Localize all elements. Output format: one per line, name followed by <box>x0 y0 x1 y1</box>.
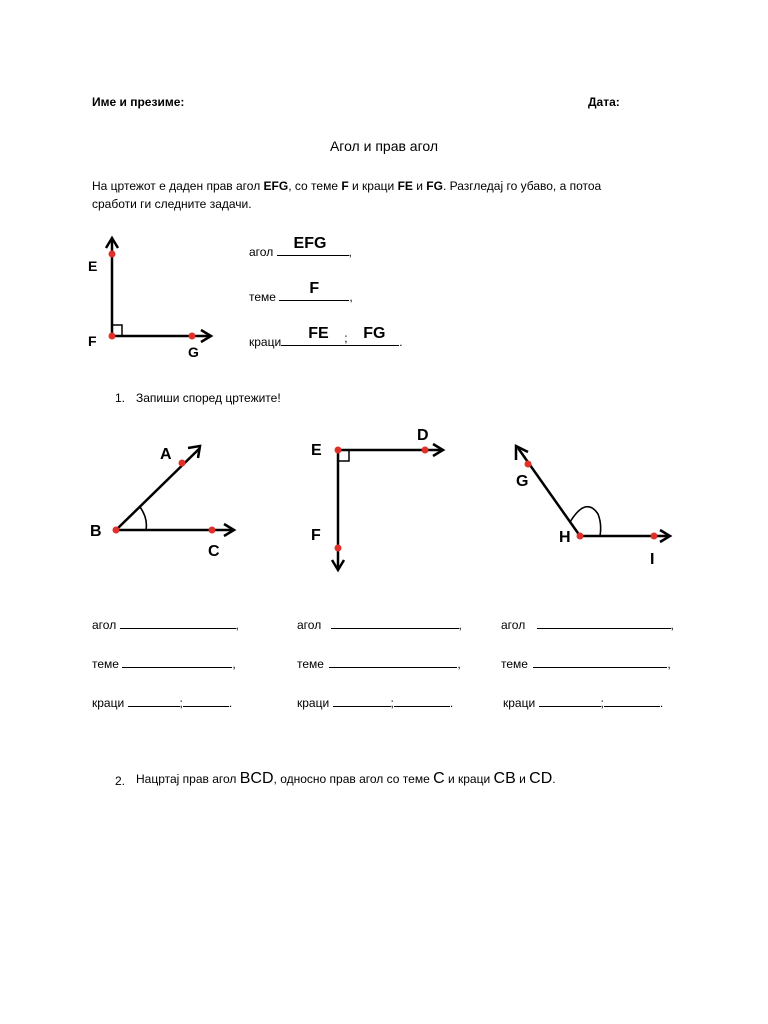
point-h <box>577 533 584 540</box>
comma: , <box>232 657 236 671</box>
label-i: I <box>650 551 655 568</box>
point-g <box>525 461 532 468</box>
point-a <box>179 460 186 467</box>
separator: ; <box>344 331 348 345</box>
arms-label: краци <box>92 696 125 710</box>
label-d: D <box>417 427 429 444</box>
point-f <box>335 545 342 552</box>
intro-line-2: сработи ги следните задачи. <box>92 197 252 211</box>
comma: , <box>670 618 674 632</box>
label-g: G <box>516 473 529 490</box>
intro-text: , со теме <box>288 179 342 193</box>
label-b: B <box>90 523 102 540</box>
comma: , <box>348 245 352 259</box>
vertex-answer: F <box>309 280 320 297</box>
point-f <box>109 333 116 340</box>
fig3-arm-2-input[interactable] <box>604 692 660 707</box>
fig3-arms-row <box>503 692 663 710</box>
fig3-arm-1-input[interactable] <box>539 692 601 707</box>
fig2-vertex-row <box>297 653 461 671</box>
task-2-arm-1: CB <box>493 770 516 787</box>
arms-label: краци <box>503 696 536 710</box>
angle-answer-line <box>277 235 349 256</box>
task-2-text-part: и краци <box>444 772 494 786</box>
label-h: H <box>559 529 571 546</box>
label-c: C <box>208 543 220 560</box>
fig2-arm-2-input[interactable] <box>394 692 450 707</box>
intro-angle: EFG <box>263 179 289 193</box>
fig2-arms-row <box>297 692 453 710</box>
task-2-text-part: Нацртај прав агол <box>136 772 240 786</box>
label-g: G <box>188 344 199 360</box>
fig2-vertex-input[interactable] <box>329 653 457 668</box>
angle-answer: EFG <box>293 235 327 252</box>
vertex-label: теме <box>501 657 528 671</box>
task-2-text-part: , односно прав агол со теме <box>273 772 434 786</box>
vertex-label: теме <box>92 657 119 671</box>
fig2-angle-row <box>297 614 462 632</box>
period: . <box>228 696 233 710</box>
point-e <box>335 447 342 454</box>
intro-text: и <box>412 179 427 193</box>
example-angle-figure <box>84 228 224 364</box>
angle-label: агол <box>501 618 526 632</box>
example-vertex-row <box>249 280 353 304</box>
separator: ; <box>179 696 183 710</box>
intro-text: и краци <box>348 179 398 193</box>
page-title: Агол и прав агол <box>329 138 439 154</box>
comma: , <box>457 657 461 671</box>
drawing-area[interactable] <box>92 810 682 1000</box>
task-2-text-part: и <box>515 772 530 786</box>
label-a: A <box>160 446 172 463</box>
point-i <box>651 533 658 540</box>
intro-vertex: F <box>341 179 349 193</box>
example-arms-row <box>249 325 403 349</box>
point-d <box>422 447 429 454</box>
intro-arm-2: FG <box>426 179 443 193</box>
vertex-label: теме <box>297 657 324 671</box>
arm-2-answer: FG <box>363 325 386 342</box>
fig1-arm-2-input[interactable] <box>183 692 229 707</box>
point-c <box>209 527 216 534</box>
fig1-angle-row <box>92 614 239 632</box>
label-e: E <box>88 258 98 274</box>
comma: , <box>667 657 671 671</box>
point-g <box>189 333 196 340</box>
separator: ; <box>600 696 604 710</box>
angle-label: агол <box>92 618 117 632</box>
task-1-number: 1. <box>115 391 126 405</box>
task-2-text-part: . <box>552 772 556 786</box>
comma: , <box>349 290 353 304</box>
fig3-angle-row <box>501 614 674 632</box>
intro-line-1 <box>92 179 601 193</box>
period: . <box>399 335 403 349</box>
fig3-vertex-input[interactable] <box>533 653 667 668</box>
arms-label: краци <box>249 335 282 349</box>
example-angle-row <box>249 235 352 259</box>
figure-abc <box>84 430 254 570</box>
fig1-vertex-row <box>92 653 236 671</box>
vertex-answer-line <box>279 280 349 301</box>
task-2-vertex: C <box>433 770 445 787</box>
figure-edf <box>305 422 455 582</box>
arm-ba <box>116 448 200 530</box>
fig2-arm-1-input[interactable] <box>333 692 391 707</box>
intro-text: . Разгледај го убаво, а потоа <box>442 179 602 193</box>
fig3-vertex-row <box>501 653 671 671</box>
period: . <box>659 696 664 710</box>
fig1-arm-1-input[interactable] <box>128 692 180 707</box>
task-1-text: Запиши според цртежите! <box>136 391 281 405</box>
label-e: E <box>311 442 322 459</box>
point-b <box>113 527 120 534</box>
separator: ; <box>390 696 394 710</box>
task-2-number: 2. <box>115 774 126 788</box>
task-2-arm-2: CD <box>529 770 553 787</box>
angle-label: агол <box>249 245 274 259</box>
fig1-vertex-input[interactable] <box>122 653 232 668</box>
angle-arc <box>570 507 601 536</box>
vertex-label: теме <box>249 290 276 304</box>
point-e <box>109 251 116 258</box>
comma: , <box>458 618 462 632</box>
intro-text: На цртежот е даден прав агол <box>92 179 264 193</box>
arrow-icon <box>188 446 200 458</box>
task-2-text <box>136 770 556 788</box>
fig3-angle-input[interactable] <box>537 614 671 629</box>
date-label: Дата: <box>588 95 620 109</box>
figure-ghi <box>498 438 678 570</box>
comma: , <box>235 618 239 632</box>
name-label: Име и презиме: <box>92 95 185 109</box>
task-2-angle: BCD <box>239 770 274 787</box>
arms-answer-line <box>281 325 399 346</box>
angle-arc <box>140 507 146 530</box>
fig2-angle-input[interactable] <box>331 614 459 629</box>
arm-1-answer: FE <box>308 325 329 342</box>
fig1-arms-row <box>92 692 232 710</box>
label-f: F <box>311 527 321 544</box>
period: . <box>449 696 454 710</box>
angle-label: агол <box>297 618 322 632</box>
arms-label: краци <box>297 696 330 710</box>
fig1-angle-input[interactable] <box>120 614 236 629</box>
label-f: F <box>88 333 97 349</box>
intro-arm-1: FE <box>397 179 413 193</box>
